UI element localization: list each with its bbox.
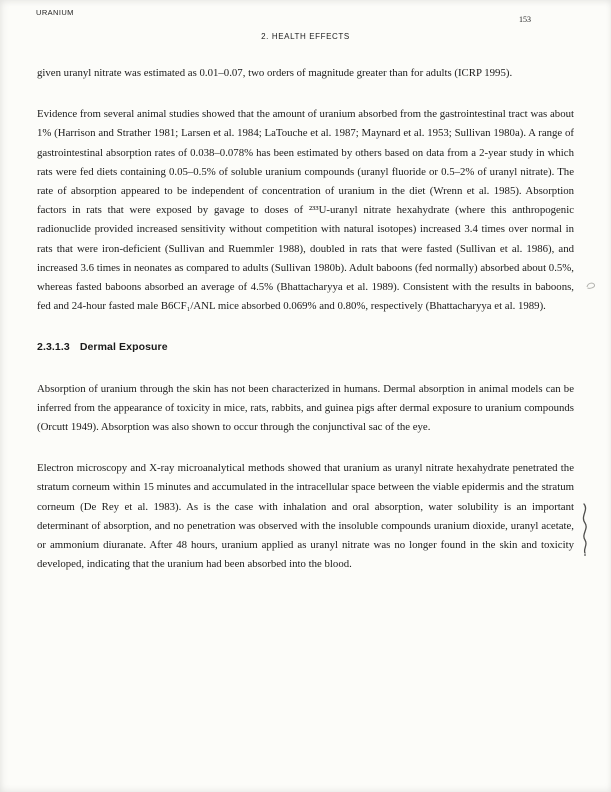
paragraph-continuation: given uranyl nitrate was estimated as 0.01–0.07, two orders of magnitude greater than for adults (ICRP 1995). xyxy=(37,67,513,79)
section-title: Dermal Exposure xyxy=(79,341,168,354)
section-heading xyxy=(37,338,574,357)
paragraph-dermal-mechanism: Electron microscopy and X-ray microanalytical methods showed that uranium as uranyl nitrate hexahydrate penetrated the stratum corneum within 15 minutes and accumulated in the intracellular space between the viable epidermis and the stratum corneum (De Rey et al. 1983). As is the case with inhalation and oral absorption, water solubility is an important determinant of absorption, and no penetration was observed with the insoluble compounds uranium dioxide, uranyl acetate, or ammonium diuranate. After 48 hours, uranium applied as uranyl nitrate was no longer found in the skin and toxicity developed, indicating that the uranium had been absorbed into the blood. xyxy=(37,462,574,571)
scan-artifact-smudge xyxy=(584,279,598,293)
paragraph-dermal-overview: Absorption of uranium through the skin has not been characterized in humans. Dermal absorption in animal models can be inferred from the appearance of toxicity in mice, rats, rabbits, and guinea pigs after dermal exposure to uranium compounds (Orcutt 1949). Absorption was also shown to occur through the conjunctival sac of the eye. xyxy=(37,382,574,434)
document-body xyxy=(37,64,574,596)
page-number: 153 xyxy=(519,15,531,24)
chapter-header: 2. HEALTH EFFECTS xyxy=(261,32,350,41)
paragraph-gi-absorption: Evidence from several animal studies showed that the amount of uranium absorbed from the gastrointestinal tract was about 1% (Harrison and Strather 1981; Larsen et al. 1984; LaTouche et al. 1987; Maynard et al. 1953; Sullivan 1980a). A range of gastrointestinal absorption rates of 0.038–0.078% has been estimated by others based on data from a 2-year study in which rats were fed diets containing 0.05–0.5% of soluble uranium compounds (uranyl fluoride or 0.5–2% of uranyl nitrate). The rate of absorption appeared to be independent of concentration of uranium in the diet (Wrenn et al. 1985). Absorption factors in rats that were exposed by gavage to doses of ²³³U-uranyl nitrate hexahydrate (where this anthropogenic radionuclide provided increased sensitivity without competition with natural isotopes) increased 3.4 times over normal in rats that were iron-deficient (Sullivan and Ruemmler 1988), doubled in rats that were fasted (Sullivan et al. 1986), and increased 3.6 times in neonates as compared to adults (Sullivan 1980b). Adult baboons (fed normally) absorbed about 0.5%, whereas fasted baboons absorbed an average of 4.5% (Bhattacharyya et al. 1989). Consistent with the results in baboons, fed and 24-hour fasted male B6CF₁/ANL mice absorbed 0.069% and 0.80%, respectively (Bhattacharyya et al. 1989). xyxy=(37,108,574,313)
section-number: 2.3.1.3 xyxy=(37,341,70,354)
running-header: URANIUM xyxy=(36,8,74,17)
scan-artifact-squiggle xyxy=(576,503,594,557)
